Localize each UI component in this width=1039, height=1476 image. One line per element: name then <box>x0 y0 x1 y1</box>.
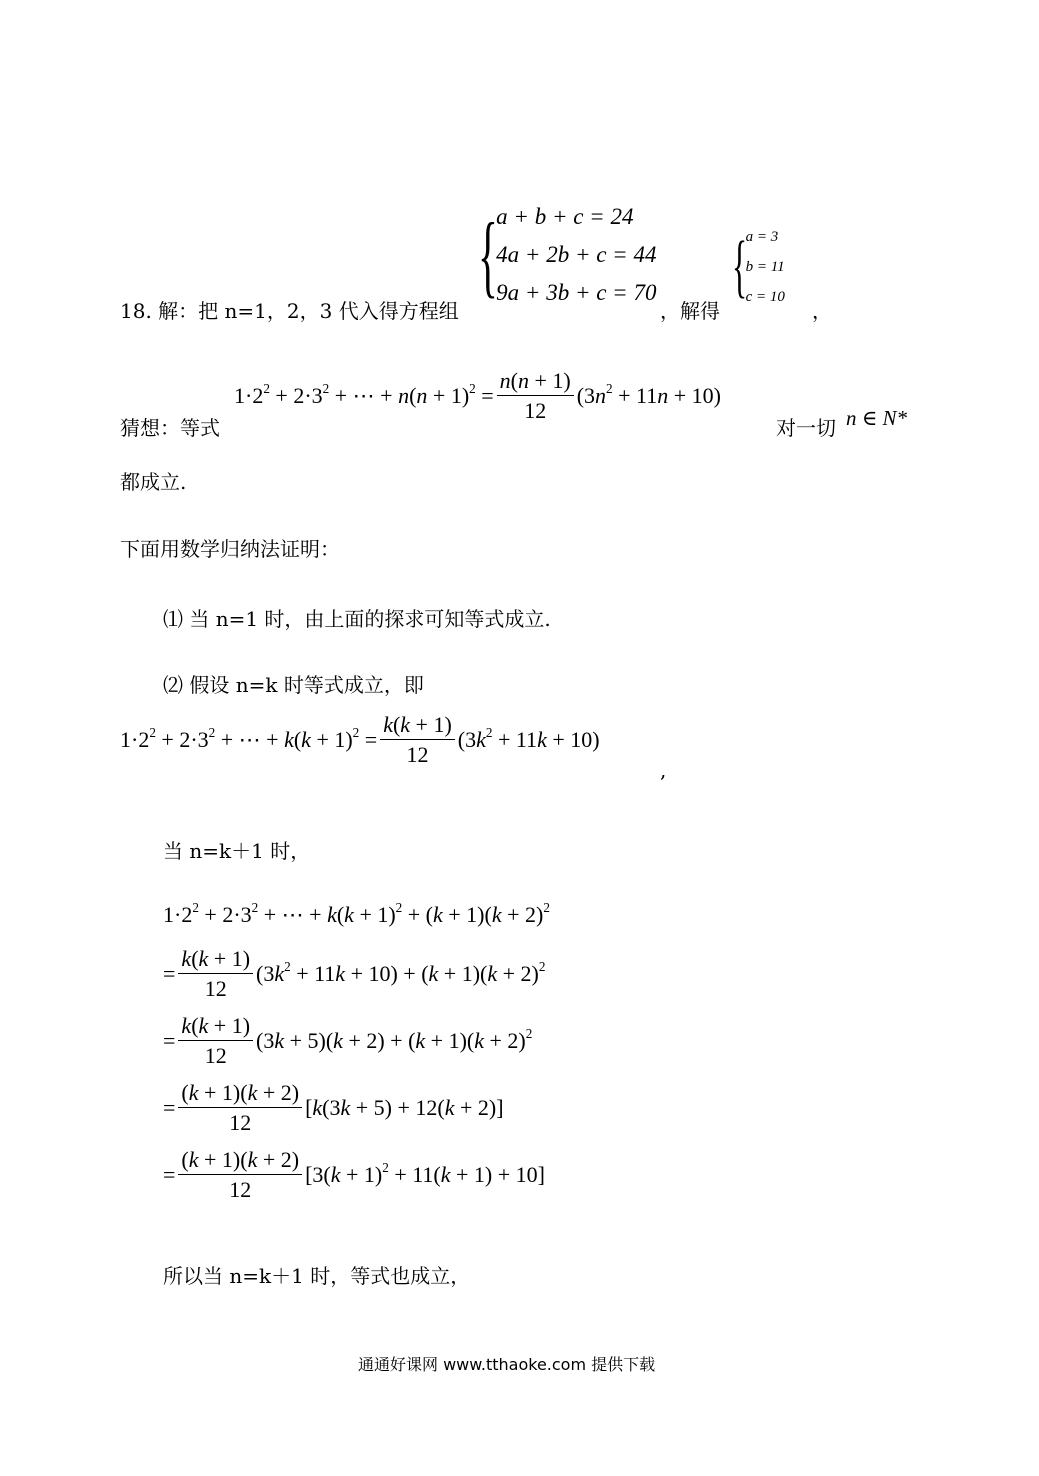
solution-system <box>732 222 785 312</box>
derivation-line-5: = $\frac{(k + 1)(k + 2)}{12}$ $[3(k + 1)^2 + 11(k + 1) + 10]$ <box>163 1146 545 1202</box>
hypothesis-comma: , <box>660 758 667 782</box>
solution-a: a = 3 <box>745 229 779 245</box>
n-in-naturals: n ∈ N* <box>846 406 908 430</box>
proof-conclusion: 所以当 n=k＋1 时，等式也成立， <box>163 1264 471 1288</box>
derivation-line-2: = $\frac{k(k + 1)}{12}$ $(3k^2 + 11k + 10) + (k + 1)(k + 2)^2$ <box>163 945 546 1001</box>
solution-c: c = 10 <box>745 289 785 305</box>
derivation <box>163 890 550 1208</box>
derivation-line-4: = $\frac{(k + 1)(k + 2)}{12}$ [k(3k + 5) + 12(k + 2)] <box>163 1079 504 1135</box>
solution-brace: { <box>732 228 748 305</box>
proof-step-3: 当 n=k＋1 时， <box>163 839 311 863</box>
problem-intro: 18. 解：把 n=1，2，3 代入得方程组 <box>120 299 459 323</box>
proof-step-2: ⑵ 假设 n=k 时等式成立，即 <box>163 673 424 697</box>
hypothesis-formula: $1\cdot 2^2 + 2\cdot 3^2$ + ⋯ + $k(k + 1)^2$ = $\frac{k(k + 1)}{12}$ $(3k^2 + 11k + 10)$ <box>120 712 600 768</box>
derivation-line-3: = $\frac{k(k + 1)}{12}$ $(3k + 5)(k + 2) + (k + 1)(k + 2)^2$ <box>163 1012 533 1068</box>
system-eq-1: a + b + c = 24 <box>496 204 634 229</box>
conjecture-formula: $1\cdot 2^2 + 2\cdot 3^2$ + ⋯ + $n(n + 1)^2$ = $\frac{n(n + 1)}{12}$ $(3n^2 + 11n + 10)$ <box>234 368 721 424</box>
equation-system <box>478 198 656 312</box>
system-eq-3: 9a + 3b + c = 70 <box>496 280 657 305</box>
conjecture-conclusion: 都成立. <box>120 470 187 494</box>
proof-intro: 下面用数学归纳法证明： <box>120 537 340 561</box>
system-eq-2: 4a + 2b + c = 44 <box>496 242 657 267</box>
for-all-label: 对一切 <box>776 416 836 440</box>
trailing-comma: ， <box>812 299 832 323</box>
solved-label: ，解得 <box>660 299 720 323</box>
solution-b: b = 11 <box>745 259 785 275</box>
proof-step-1: ⑴ 当 n=1 时，由上面的探求可知等式成立. <box>163 607 551 631</box>
footer-text: 通通好课网 www.tthaoke.com 提供下载 <box>358 1355 656 1374</box>
conjecture-label: 猜想：等式 <box>120 416 220 440</box>
left-brace: { <box>478 204 498 306</box>
derivation-line-1: $1\cdot 2^2 + 2\cdot 3^2$ + ⋯ + $k(k + 1)^2 + (k + 1)(k + 2)^2$ <box>163 900 550 927</box>
